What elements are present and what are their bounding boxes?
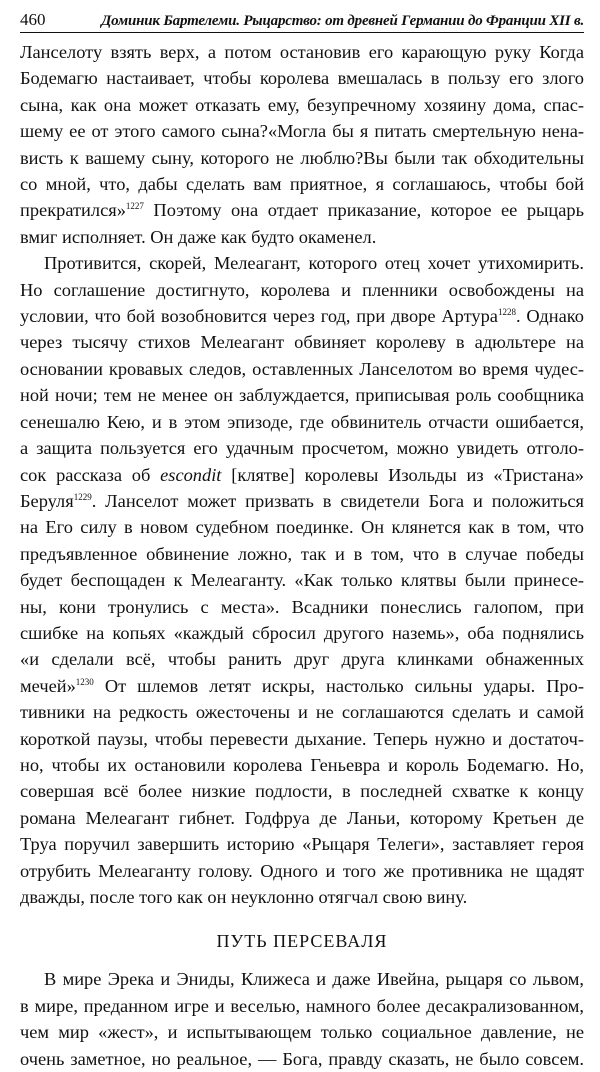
text-line bbox=[20, 488, 584, 514]
paragraph-2 bbox=[20, 250, 584, 910]
text-line: Труа поручил завершить историю «Рыцаря Телеги», заставляет героя bbox=[20, 834, 584, 855]
footnote-ref-1228: 1228 bbox=[497, 306, 516, 317]
page-number: 460 bbox=[20, 10, 46, 29]
text-segment: От шлемов летят искры, настолько сильны удары. Про- bbox=[93, 675, 584, 696]
text-line: вмиг исполняет. Он даже как будто окаменел. bbox=[20, 226, 377, 247]
text-line: короткой паузы, чтобы перевести дыхание. Теперь нужно и достаточ- bbox=[20, 728, 584, 749]
running-title: Доминик Бартелеми. Рыцарство: от древней Германии до Франции XII в. bbox=[101, 13, 584, 29]
text-line: шему ее от этого самого сына?«Могла бы я питать смертельную нена- bbox=[20, 121, 584, 142]
text-line: Противится, скорей, Мелеагант, которого отец хочет утихомирить. bbox=[44, 253, 584, 274]
text-line: висть к вашему сыну, которого не люблю?Вы были так обходительны bbox=[20, 147, 584, 168]
text-line: В мире Эрека и Эниды, Клижеса и даже Ивейна, рыцаря со львом, bbox=[44, 969, 584, 990]
text-line: романа Мелеагант гибнет. Годфруа де Ланьи, которому Кретьен де bbox=[20, 807, 584, 828]
text-segment: условии, что бой возобновится через год, при дворе Артура bbox=[20, 306, 498, 327]
text-line: а защита пользуется его удачным просчетом, можно увидеть отголо- bbox=[20, 438, 584, 459]
text-line bbox=[20, 462, 584, 488]
text-segment: мечей» bbox=[20, 675, 76, 696]
footnote-ref-1229: 1229 bbox=[73, 491, 92, 502]
text-line bbox=[20, 303, 584, 329]
text-line: отрубить Мелеаганту голову. Одного и того же противника не щадят bbox=[20, 860, 584, 881]
text-line: в мире, преданном игре и веселью, намного более десакрализованном, bbox=[20, 995, 584, 1016]
text-line: Но соглашение достигнуто, королева и пленники освобождены на bbox=[20, 279, 584, 300]
text-line: предъявленное обвинение ложно, так и в том, что в случае победы bbox=[20, 543, 584, 564]
text-line: ной ночи; тем не менее он заблуждается, приписывая роль сообщника bbox=[20, 385, 584, 406]
text-line: совершая всё более низкие подлости, в последней схватке к концу bbox=[20, 781, 584, 802]
section-heading: ПУТЬ ПЕРСЕВАЛЯ bbox=[216, 931, 388, 952]
page-header bbox=[20, 0, 584, 33]
text-segment: Поэтому она отдает приказание, которое ее рыцарь bbox=[143, 200, 584, 221]
paragraph-3 bbox=[20, 966, 584, 1072]
text-line: тивники на редкость ожесточены и не соглашаются сделать и самой bbox=[20, 702, 584, 723]
text-line: сшибке на копьях «каждый сбросил другого наземь», оба поднялись bbox=[20, 622, 584, 643]
text-line: Ланселоту взять верх, а потом остановив его карающую руку Когда bbox=[20, 42, 584, 62]
text-line bbox=[20, 197, 584, 223]
text-line: основании кровавых следов, оставленных Ланселотом во время чудес- bbox=[20, 358, 584, 379]
text-line: дважды, после того как он неуклонно отягчал свою вину. bbox=[20, 887, 468, 907]
italic-term: escondit bbox=[160, 464, 222, 485]
text-line: через тысячу стихов Мелеагант обвиняет королеву в адюльтере на bbox=[20, 332, 584, 353]
text-line: чем мир «жест», и испытывающем только социальное давление, не bbox=[20, 1022, 584, 1043]
text-line: на Его силу в новом судебном поединке. Он клянется как в том, что bbox=[20, 517, 584, 538]
text-segment: Беруля bbox=[20, 490, 74, 511]
text-line: сына, как она может отказать ему, безупречному хозяину дома, спас- bbox=[20, 94, 584, 115]
text-line: «и сделали всё, чтобы ранить друг друга клинками обнаженных bbox=[20, 649, 584, 670]
text-line: со мной, что, дабы сделать вам приятное, я соглашаюсь, чтобы бой bbox=[20, 174, 584, 195]
text-line: сенешалю Кею, и в этом эпизоде, где обвинитель отчасти ошибается, bbox=[20, 411, 584, 432]
text-line: будет беспощаден к Мелеаганту. «Как только клятвы были принесе- bbox=[20, 570, 584, 591]
paragraph-1 bbox=[20, 39, 584, 250]
footnote-ref-1230: 1230 bbox=[75, 676, 94, 687]
page-body bbox=[20, 39, 584, 1072]
text-line: Бодемагю настаивает, чтобы королева вмешалась в пользу его злого bbox=[20, 68, 584, 89]
text-segment: прекратился» bbox=[20, 200, 126, 221]
footnote-ref-1227: 1227 bbox=[125, 201, 144, 212]
text-line: но, чтобы их остановили королева Геньевра и король Бодемагю. Но, bbox=[20, 754, 584, 775]
text-segment: . Однако bbox=[515, 306, 584, 327]
text-segment: [клятве] королевы Изольды из «Тристана» bbox=[221, 464, 584, 485]
text-line: ны, кони тронулись с места». Всадники понеслись галопом, при bbox=[20, 596, 584, 617]
text-line: очень заметное, но реальное, — Бога, правду сказать, не было совсем. bbox=[20, 1048, 584, 1069]
text-segment: . Ланселот может призвать в свидетели Бога и положиться bbox=[91, 490, 584, 511]
text-line bbox=[20, 673, 584, 699]
text-segment: сок рассказа об bbox=[20, 464, 161, 485]
